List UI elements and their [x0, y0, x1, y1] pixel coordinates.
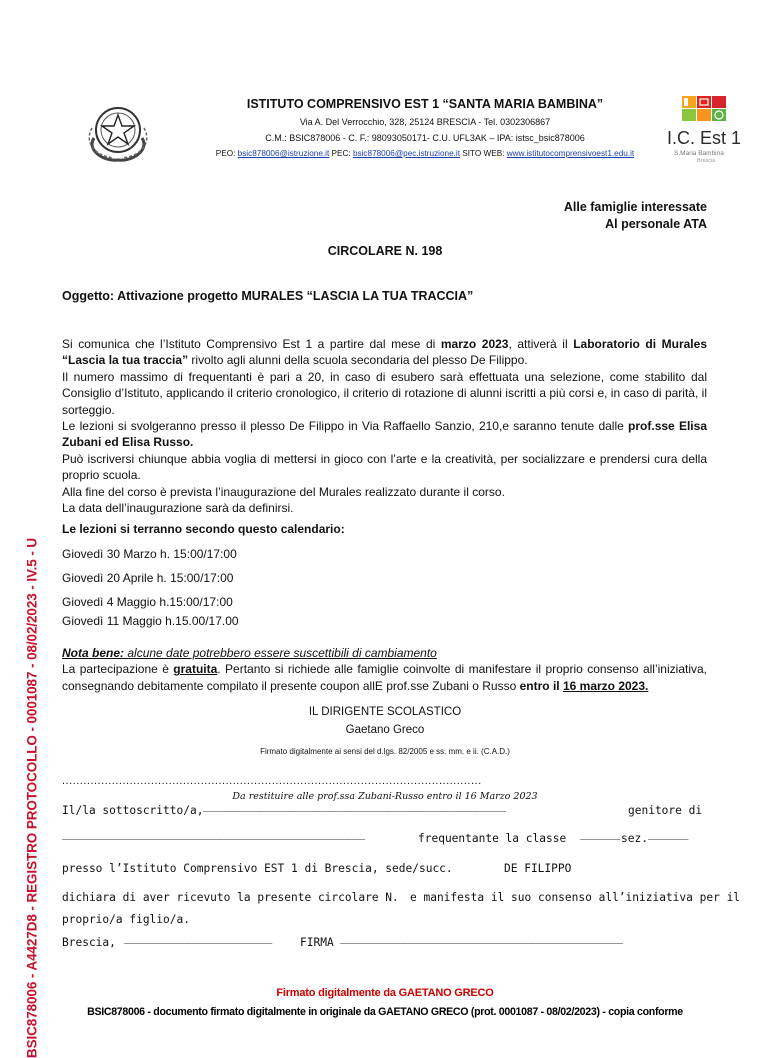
- coupon-place-label: Brescia,: [62, 936, 116, 949]
- calendar-date: Giovedì 11 Maggio h.15.00/17.00: [62, 614, 239, 628]
- return-note: Da restituire alle prof.ssa Zubani-Russo entro il 16 Marzo 2023: [232, 791, 538, 802]
- coupon-signature-field[interactable]: __________________________________________: [340, 931, 623, 944]
- calendar-date: Giovedì 30 Marzo h. 15:00/17:00: [62, 547, 237, 561]
- participation-text: La partecipazione è gratuita. Pertanto si richiede alle famiglie coinvolte di manifestare il proprio consenso all’iniziativa, consegnando debitamente compilato il presente coupon allE prof.sse Zubani o Russo entro il 16 marzo 2023.: [62, 662, 707, 693]
- coupon-declaration-a: dichiara di aver ricevuto la presente circolare N.: [62, 891, 399, 904]
- notice-block: [62, 645, 707, 694]
- coupon-declaration-c: proprio/a figlio/a.: [62, 913, 190, 926]
- paragraph-participants: Il numero massimo di frequentanti è pari a 20, in caso di esubero sarà effettuata una selezione, come stabilito dal Consiglio d’Istituto, applicando il criterio cronologico, il criterio di rotazione di alunni iscritti a più corsi e, in caso di parità, il sorteggio.: [62, 369, 707, 417]
- italian-republic-emblem-icon: [64, 98, 172, 164]
- protocol-stamp-text: BSIC878006 - A4427D8 - REGISTRO PROTOCOLLO - 0001087 - 08/02/2023 - IV.5 - U: [24, 537, 40, 1058]
- peo-email-link[interactable]: bsic878006@istruzione.it: [237, 149, 330, 158]
- subject-line: Oggetto: Attivazione progetto MURALES “LASCIA LA TUA TRACCIA”: [62, 289, 474, 303]
- footer-signed-by: Firmato digitalmente da GAETANO GRECO: [276, 987, 494, 999]
- nota-bene: Nota bene: alcune date potrebbero essere suscettibili di cambiamento: [62, 646, 437, 660]
- calendar-date: Giovedì 4 Maggio h.15:00/17:00: [62, 595, 233, 609]
- contact-line: [175, 149, 675, 158]
- coupon-declaration-b: e manifesta il suo consenso all’iniziativa per il: [410, 891, 741, 904]
- school-codes: C.M.: BSIC878006 - C. F.: 98093050171- C.U. UFL3AK – IPA: istsc_bsic878006: [265, 133, 585, 143]
- coupon-name-label: Il/la sottoscritto/a,: [62, 804, 204, 817]
- school-title: ISTITUTO COMPRENSIVO EST 1 “SANTA MARIA BAMBINA”: [246, 97, 604, 111]
- coupon-class-label: frequentante la classe: [418, 832, 567, 845]
- school-logo-city: Brescia: [697, 158, 716, 164]
- coupon-school-label: presso l’Istituto Comprensivo EST 1 di Brescia, sede/succ.: [62, 862, 453, 875]
- coupon-student-name-field[interactable]: _____________________________________________: [62, 827, 366, 840]
- recipient-ata: Al personale ATA: [605, 217, 707, 231]
- calendar-heading: Le lezioni si terranno secondo questo calendario:: [62, 522, 345, 536]
- paragraph-inauguration: Alla fine del corso è prevista l’inaugurazione del Murales realizzato durante il corso.: [62, 484, 505, 499]
- pec-label: PEC:: [331, 149, 351, 158]
- coupon-school-value: DE FILIPPO: [504, 862, 572, 875]
- coupon-section-field[interactable]: ______: [648, 827, 689, 840]
- body-text: [62, 336, 707, 516]
- coupon-parent-name-field[interactable]: _____________________________________________: [203, 799, 507, 812]
- website-link[interactable]: www.istitutocomprensivoest1.edu.it: [506, 149, 635, 158]
- cut-line: ......................................................................................................................: [62, 775, 482, 787]
- calendar-date: Giovedì 20 Aprile h. 15:00/17:00: [62, 571, 234, 585]
- school-logo-subtext: S.Maria Bambina: [674, 150, 724, 157]
- coupon-section-label: sez.: [621, 832, 648, 845]
- coupon-signature-label: FIRMA: [300, 936, 334, 949]
- recipient-families: Alle famiglie interessate: [563, 200, 707, 214]
- coupon-class-field[interactable]: ______: [580, 827, 621, 840]
- coupon-date-field[interactable]: ______________________: [124, 931, 273, 944]
- signature-note: Firmato digitalmente ai sensi del d.lgs. 82/2005 e ss. mm. e ii. (C.A.D.): [260, 747, 510, 756]
- protocol-stamp: [7, 230, 57, 1058]
- school-logo-text: I.C. Est 1: [667, 128, 742, 148]
- paragraph-location: Le lezioni si svolgeranno presso il plesso De Filippo in Via Raffaello Sanzio, 210,e saranno tenute dalle prof.sse Elisa Zubani ed Elisa Russo.: [62, 419, 707, 450]
- paragraph-intro: Si comunica che l’Istituto Comprensivo Est 1 a partire dal mese di marzo 2023, attiverà il Laboratorio di Murales “Lascia la tua traccia” rivolto agli alunni della scuola secondaria del plesso De Filippo.: [62, 337, 707, 368]
- coupon-parent-of-label: genitore di: [628, 804, 703, 817]
- school-logo: [664, 94, 744, 166]
- footer-conformity: BSIC878006 - documento firmato digitalmente in originale da GAETANO GRECO (prot. 0001087 - 08/02/2023) - copia conforme: [87, 1006, 683, 1018]
- signature-role: IL DIRIGENTE SCOLASTICO: [308, 706, 462, 718]
- signature-name: Gaetano Greco: [345, 724, 425, 736]
- peo-label: PEO:: [215, 149, 236, 158]
- paragraph-enrollment: Può iscriversi chiunque abbia voglia di mettersi in gioco con l’arte e la creatività, per socializzare e prendersi cura della proprio scuola.: [62, 451, 707, 483]
- school-address: Via A. Del Verrocchio, 328, 25124 BRESCIA - Tel. 0302306867: [299, 117, 551, 127]
- web-label: SITO WEB:: [462, 149, 505, 158]
- pec-email-link[interactable]: bsic878006@pec.istruzione.it: [352, 149, 461, 158]
- circular-number: CIRCOLARE N. 198: [327, 244, 443, 258]
- paragraph-date: La data dell’inaugurazione sarà da definirsi.: [62, 501, 294, 516]
